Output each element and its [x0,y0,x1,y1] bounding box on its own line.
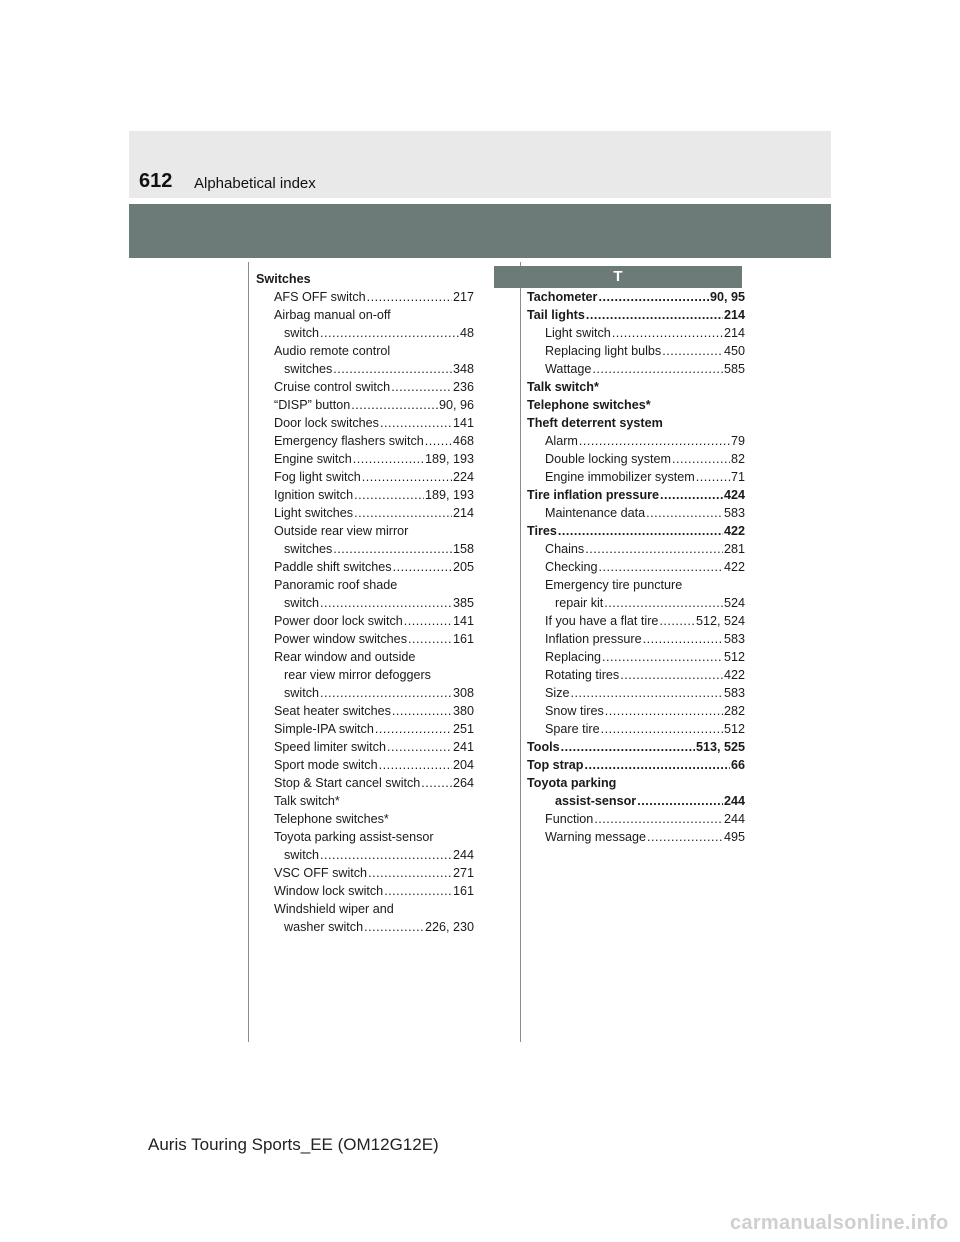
index-entry-text: Switches [256,272,311,286]
index-entry-text: assist-sensor [555,794,637,808]
page-number: 612 [139,170,173,192]
index-entry-text: Talk switch* [527,380,599,394]
index-entry [256,540,474,558]
index-entry-page: 422 [723,560,745,574]
index-entry [527,432,745,450]
index-entry-page: 385 [452,596,474,610]
dot-leader [620,666,723,684]
index-entry-page: 281 [723,542,745,556]
index-entry-text: Function [545,812,594,826]
index-entry-page: 161 [452,884,474,898]
index-entry-text: Size [545,686,570,700]
index-entry-text: switch [284,326,319,340]
dot-leader [592,360,723,378]
watermark: carmanualsonline.info [730,1212,949,1234]
header-dark-band [129,204,831,258]
letter-heading-t: T [494,266,742,288]
index-entry-text: Rotating tires [545,668,620,682]
index-entry-text: Rear window and outside [274,650,416,664]
dot-leader [333,540,452,558]
index-entry [256,288,474,306]
index-entry [256,648,474,666]
index-entry-page: 583 [723,632,745,646]
index-entry [527,612,745,630]
dot-leader [571,684,723,702]
dot-leader [586,306,723,324]
dot-leader [585,540,723,558]
index-entry [256,378,474,396]
index-entry [527,792,745,810]
index-entry [527,522,745,540]
index-entry-text: Top strap [527,758,584,772]
index-entry [256,828,474,846]
index-entry-page: 90, 96 [438,398,474,412]
index-entry-page: 141 [452,614,474,628]
index-entry-page: 226, 230 [424,920,474,934]
index-entry-page: 244 [452,848,474,862]
section-title: Alphabetical index [194,175,316,192]
index-entry-text: Toyota parking assist-sensor [274,830,434,844]
index-entry-text: Tires [527,524,557,538]
index-entry [527,702,745,720]
index-entry-text: Outside rear view mirror [274,524,409,538]
index-entry-page: 348 [452,362,474,376]
index-entry-text: Telephone switches* [527,398,651,412]
index-entry-page: 422 [723,524,745,538]
index-entry [527,684,745,702]
dot-leader [599,558,723,576]
dot-leader [425,432,452,450]
index-entry [256,810,474,828]
dot-leader [320,324,459,342]
index-entry [527,486,745,504]
index-entry-page: 189, 193 [424,488,474,502]
index-entry-text: Window lock switch [274,884,384,898]
dot-leader [391,378,452,396]
index-entry-text: rear view mirror defoggers [284,668,431,682]
dot-leader [696,468,730,486]
left-column-rule [248,262,249,1042]
index-entry-text: washer switch [284,920,364,934]
index-entry-page: 214 [723,326,745,340]
index-entry [256,270,474,288]
index-entry-text: Light switch [545,326,611,340]
index-entry [256,846,474,864]
index-entry [256,684,474,702]
dot-leader [612,324,723,342]
index-entry-text: Audio remote control [274,344,391,358]
dot-leader [594,810,723,828]
index-entry [527,306,745,324]
index-entry-text: Simple-IPA switch [274,722,374,736]
index-entry-text: Warning message [545,830,647,844]
index-entry [527,468,745,486]
index-entry-page: 71 [730,470,745,484]
index-entry-text: switch [284,686,319,700]
index-entry-text: VSC OFF switch [274,866,368,880]
index-entry-page: 524 [723,596,745,610]
index-entry [527,648,745,666]
dot-leader [375,720,452,738]
dot-leader [351,396,438,414]
index-entry [256,720,474,738]
index-entry [256,864,474,882]
index-entry-page: 82 [730,452,745,466]
index-entry-text: Speed limiter switch [274,740,386,754]
index-entry-text: switches [284,542,333,556]
index-entry-text: switches [284,362,333,376]
dot-leader [662,342,723,360]
index-entry-page: 79 [730,434,745,448]
index-entry [256,630,474,648]
dot-leader [362,468,452,486]
index-entry-page: 158 [452,542,474,556]
index-entry-page: 48 [459,326,474,340]
index-entry [527,450,745,468]
index-entry-text: Alarm [545,434,578,448]
index-entry-text: Chains [545,542,585,556]
dot-leader [384,882,452,900]
index-entry [256,432,474,450]
dot-leader [354,504,452,522]
index-entry [527,594,745,612]
index-entry [527,738,745,756]
index-entry [527,666,745,684]
index-entry-text: Telephone switches* [274,812,389,826]
index-entry-page: 251 [452,722,474,736]
dot-leader [393,558,452,576]
index-entry-page: 422 [723,668,745,682]
index-entry-text: Airbag manual on-off [274,308,391,322]
dot-leader [605,702,723,720]
index-entry [527,774,745,792]
index-entry-text: Spare tire [545,722,600,736]
index-entry-page: 424 [723,488,745,502]
index-entry-text: AFS OFF switch [274,290,366,304]
index-entry [256,774,474,792]
index-entry-page: 585 [723,362,745,376]
index-entry-text: Tire inflation pressure [527,488,660,502]
dot-leader [320,846,452,864]
index-entry-page: 141 [452,416,474,430]
index-entry-text: “DISP” button [274,398,351,412]
index-entry [256,576,474,594]
index-entry-page: 214 [452,506,474,520]
index-entry-page: 161 [452,632,474,646]
index-entry [527,630,745,648]
index-entry-page: 495 [723,830,745,844]
index-entry-text: Engine immobilizer system [545,470,695,484]
index-column-right [527,288,745,846]
index-entry-text: Inflation pressure [545,632,642,646]
index-entry [256,594,474,612]
dot-leader [672,450,730,468]
index-entry-page: 205 [452,560,474,574]
index-entry-text: switch [284,596,319,610]
index-entry-page: 244 [723,794,745,808]
dot-leader [367,288,452,306]
index-entry-text: Emergency tire puncture [545,578,683,592]
dot-leader [660,486,723,504]
index-entry-page: 308 [452,686,474,700]
index-entry [527,558,745,576]
index-entry-text: Light switches [274,506,354,520]
index-entry-text: Door lock switches [274,416,379,430]
index-entry-page: 241 [452,740,474,754]
dot-leader [392,702,452,720]
index-entry-page: 204 [452,758,474,772]
index-entry [527,288,745,306]
index-entry-text: Tachometer [527,290,598,304]
index-entry-page: 217 [452,290,474,304]
index-entry [256,504,474,522]
index-entry-page: 512 [723,650,745,664]
index-entry [527,414,745,432]
index-entry-text: Tools [527,740,560,754]
index-entry-text: Panoramic roof shade [274,578,398,592]
index-entry-text: Maintenance data [545,506,646,520]
index-entry-page: 512, 524 [695,614,745,628]
index-entry [256,324,474,342]
index-entry-page: 224 [452,470,474,484]
index-entry-page: 583 [723,506,745,520]
index-entry-text: Cruise control switch [274,380,391,394]
index-entry-text: Ignition switch [274,488,354,502]
index-entry [256,738,474,756]
dot-leader [320,594,452,612]
index-entry [527,360,745,378]
index-entry-text: Replacing [545,650,602,664]
index-entry [256,342,474,360]
index-entry [256,918,474,936]
index-entry-text: Replacing light bulbs [545,344,662,358]
dot-leader [320,684,452,702]
dot-leader [368,864,452,882]
index-entry [256,612,474,630]
index-entry [256,414,474,432]
index-entry-page: 214 [723,308,745,322]
index-entry-page: 90, 95 [709,290,745,304]
index-entry [256,792,474,810]
index-entry-page: 264 [452,776,474,790]
index-entry-text: Tail lights [527,308,585,322]
index-entry-page: 583 [723,686,745,700]
dot-leader [558,522,723,540]
dot-leader [647,828,723,846]
index-entry-page: 468 [452,434,474,448]
dot-leader [602,648,723,666]
index-entry-text: If you have a flat tire [545,614,659,628]
dot-leader [380,414,452,432]
index-entry-text: repair kit [555,596,604,610]
index-entry [527,756,745,774]
index-entry [256,450,474,468]
index-entry-text: Double locking system [545,452,671,466]
index-entry-page: 380 [452,704,474,718]
index-entry-text: Seat heater switches [274,704,391,718]
dot-leader [408,630,452,648]
index-entry-text: Checking [545,560,598,574]
index-entry [527,324,745,342]
dot-leader [584,756,730,774]
index-entry-text: Snow tires [545,704,604,718]
dot-leader [601,720,723,738]
index-entry [527,810,745,828]
index-entry [256,882,474,900]
index-entry-page: 244 [723,812,745,826]
index-entry-text: Power door lock switch [274,614,403,628]
index-entry-page: 282 [723,704,745,718]
index-entry-text: Stop & Start cancel switch [274,776,421,790]
index-column-left [256,270,474,936]
index-entry-text: Wattage [545,362,592,376]
index-entry-text: Theft deterrent system [527,416,663,430]
dot-leader [604,594,723,612]
index-entry [527,540,745,558]
dot-leader [404,612,452,630]
index-entry-text: Fog light switch [274,470,361,484]
index-entry [527,576,745,594]
index-entry [256,396,474,414]
index-entry [527,378,745,396]
middle-column-rule [520,262,521,1042]
dot-leader [643,630,723,648]
index-entry-page: 513, 525 [695,740,745,754]
dot-leader [637,792,723,810]
index-entry-text: Power window switches [274,632,407,646]
index-entry [527,342,745,360]
index-entry-text: switch [284,848,319,862]
index-entry-text: Sport mode switch [274,758,378,772]
dot-leader [364,918,424,936]
index-entry-text: Emergency flashers switch [274,434,424,448]
index-entry [256,666,474,684]
footer-manual-id: Auris Touring Sports_EE (OM12G12E) [148,1135,439,1154]
dot-leader [579,432,730,450]
index-entry-text: Talk switch* [274,794,340,808]
dot-leader [353,450,424,468]
index-entry-page: 189, 193 [424,452,474,466]
index-entry [256,558,474,576]
index-entry-text: Paddle shift switches [274,560,392,574]
index-entry-page: 271 [452,866,474,880]
index-entry [256,486,474,504]
dot-leader [387,738,452,756]
dot-leader [646,504,723,522]
index-entry-text: Engine switch [274,452,352,466]
index-entry [256,468,474,486]
index-entry [256,900,474,918]
dot-leader [421,774,452,792]
index-entry [527,396,745,414]
index-entry-text: Windshield wiper and [274,902,394,916]
index-entry [256,306,474,324]
index-entry [256,522,474,540]
index-entry-page: 236 [452,380,474,394]
index-entry [527,504,745,522]
dot-leader [354,486,424,504]
dot-leader [333,360,452,378]
index-entry-page: 450 [723,344,745,358]
index-entry [256,702,474,720]
index-entry [256,360,474,378]
dot-leader [659,612,695,630]
dot-leader [598,288,709,306]
index-entry [527,828,745,846]
dot-leader [561,738,695,756]
index-entry [256,756,474,774]
index-entry [527,720,745,738]
index-entry-text: Toyota parking [527,776,617,790]
dot-leader [379,756,452,774]
index-entry-page: 66 [730,758,745,772]
index-entry-page: 512 [723,722,745,736]
